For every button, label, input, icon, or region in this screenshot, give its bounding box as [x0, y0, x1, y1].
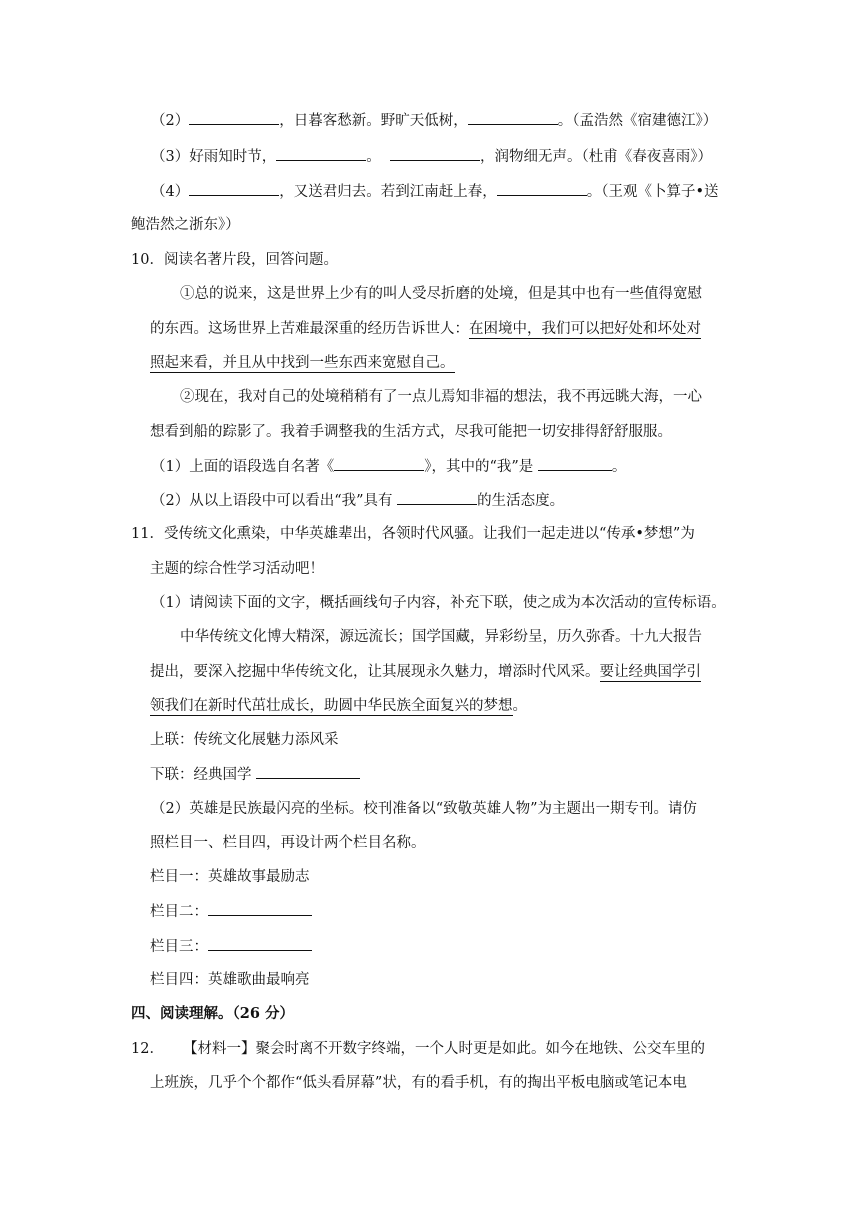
q10-title: 10．阅读名著片段，回答问题。 [131, 252, 338, 268]
column-3: 栏目三： [150, 936, 312, 957]
book-title-blank[interactable] [334, 456, 424, 471]
underlined-sentence: 要让经典国学引 [599, 664, 701, 680]
q11-passage-line-3: 领我们在新时代茁壮成长，助圆中华民族全面复兴的梦想。 [150, 698, 527, 714]
couplet-second-line: 下联：经典国学 [150, 764, 360, 785]
answer-blank[interactable] [276, 146, 366, 161]
q10-passage-1-line-1: ①总的说来，这是世界上少有的叫人受尽折磨的处境，但是其中也有一些值得宽慰 [180, 286, 702, 302]
column-2: 栏目二： [150, 901, 312, 922]
column-1: 栏目一：英雄故事最励志 [150, 869, 310, 885]
q10-passage-1-line-3 [150, 353, 455, 373]
q10-sub-question-1: （1）上面的语段选自名著《 》，其中的“我”是 。 [151, 456, 626, 477]
section-heading: 四、阅读理解。（26 分） [131, 1005, 294, 1022]
q9-item-4: （4） ，又送君归去。若到江南赶上春， 。（王观《卜算子•送 [151, 181, 719, 202]
underlined-sentence: 在困境中，我们可以把好处和坏处对 [469, 321, 701, 337]
q11-passage-line-1: 中华传统文化博大精深，源远流长；国学国藏，异彩纷呈，历久弥香。十九大报告 [180, 629, 702, 645]
q10-passage-2-line-1: ②现在，我对自己的处境稍稍有了一点儿焉知非福的想法，我不再远眺大海，一心 [180, 389, 702, 405]
couplet-blank[interactable] [256, 764, 360, 779]
column-2-blank[interactable] [208, 901, 312, 916]
q10-sub-question-2: （2）从以上语段中可以看出“我”具有 的生活态度。 [151, 490, 564, 511]
answer-blank[interactable] [189, 110, 279, 125]
q11-intro-line-1: 11．受传统文化熏染，中华英雄辈出，各领时代风骚。让我们一起走进以“传承•梦想”为 [131, 526, 695, 542]
q11-sub-question-2-line-1: （2）英雄是民族最闪亮的坐标。校刊准备以“致敬英雄人物”为主题出一期专刊。请仿 [151, 801, 698, 817]
column-4: 栏目四：英雄歌曲最响亮 [150, 972, 310, 988]
q9-item-4-continuation: 鲍浩然之浙东》） [131, 217, 240, 233]
answer-blank[interactable] [189, 181, 279, 196]
attitude-blank[interactable] [397, 490, 477, 505]
narrator-blank[interactable] [538, 456, 612, 471]
column-3-blank[interactable] [208, 936, 312, 951]
q11-passage-line-2: 提出，要深入挖掘中华传统文化，让其展现永久魅力，增添时代风采。要让经典国学引 [150, 664, 701, 680]
q11-intro-line-2: 主题的综合性学习活动吧！ [150, 561, 324, 577]
underlined-sentence: 领我们在新时代茁壮成长，助圆中华民族全面复兴的梦想 [150, 698, 513, 714]
couplet-first-line: 上联：传统文化展魅力添风采 [150, 732, 339, 748]
q10-passage-2-line-2: 想看到船的踪影了。我着手调整我的生活方式，尽我可能把一切安排得舒舒服服。 [150, 424, 672, 440]
q12-material-line-2: 上班族，几乎个个都作“低头看屏幕”状，有的看手机，有的掏出平板电脑或笔记本电 [150, 1075, 687, 1091]
q9-item-3: （3）好雨知时节， 。 ，润物细无声。（杜甫《春夜喜雨》） [151, 146, 712, 167]
q10-passage-1-line-2: 的东西。这场世界上苦难最深重的经历告诉世人：在困境中，我们可以把好处和坏处对 [150, 321, 701, 337]
q9-item-2: （2） ，日暮客愁新。野旷天低树， 。（孟浩然《宿建德江》） [151, 110, 717, 131]
q12-number: 12． [131, 1041, 164, 1057]
q11-sub-question-2-line-2: 照栏目一、栏目四，再设计两个栏目名称。 [150, 835, 426, 851]
underlined-sentence: 照起来看，并且从中找到一些东西来宽慰自己。 [150, 355, 455, 371]
answer-blank[interactable] [468, 110, 558, 125]
answer-blank[interactable] [390, 146, 480, 161]
q11-sub-question-1: （1）请阅读下面的文字，概括画线句子内容，补充下联，使之成为本次活动的宣传标语。 [151, 595, 726, 611]
answer-blank[interactable] [497, 181, 587, 196]
q12-material-line-1: 【材料一】聚会时离不开数字终端，一个人时更是如此。如今在地铁、公交车里的 [183, 1041, 705, 1057]
